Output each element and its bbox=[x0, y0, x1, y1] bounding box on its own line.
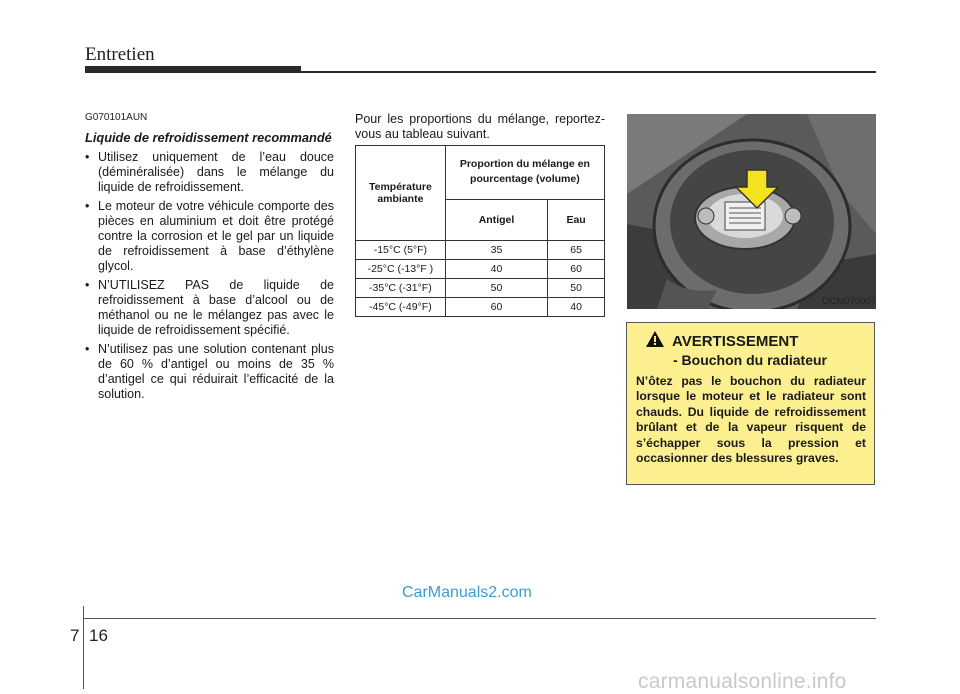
bullet-list bbox=[85, 150, 334, 402]
page-number: 16 bbox=[89, 626, 108, 645]
bullet-icon: • bbox=[85, 199, 90, 213]
list-item: • Utilisez uniquement de l’eau douce (déminéralisée) dans le mélange du liquide de refroidissement. bbox=[85, 150, 334, 194]
cell-eau: 65 bbox=[548, 241, 605, 260]
cell-temperature: -35°C (-31°F) bbox=[356, 279, 446, 298]
table-row bbox=[356, 298, 605, 317]
header-rule bbox=[85, 71, 876, 73]
subheading: Liquide de refroidissement recommandé bbox=[85, 130, 332, 145]
cell-temperature: -25°C (-13°F ) bbox=[356, 260, 446, 279]
header-proportion: Proportion du mélange en pourcentage (volume) bbox=[445, 146, 604, 200]
warning-icon bbox=[646, 331, 664, 351]
table-row bbox=[356, 241, 605, 260]
warning-subtitle: - Bouchon du radiateur bbox=[673, 352, 827, 368]
radiator-cap-photo bbox=[627, 114, 876, 309]
cell-eau: 40 bbox=[548, 298, 605, 317]
cell-eau: 50 bbox=[548, 279, 605, 298]
bullet-icon: • bbox=[85, 342, 90, 356]
table-row bbox=[356, 279, 605, 298]
footer-site-watermark: carmanualsonline.info bbox=[638, 670, 847, 693]
section-title: Entretien bbox=[85, 44, 155, 65]
radiator-cap-illustration bbox=[627, 114, 876, 309]
warning-title: AVERTISSEMENT bbox=[672, 332, 799, 350]
bullet-icon: • bbox=[85, 278, 90, 292]
table-intro: Pour les proportions du mélange, reportez-vous au tableau suivant. bbox=[355, 112, 605, 141]
cell-eau: 60 bbox=[548, 260, 605, 279]
header-antigel: Antigel bbox=[445, 199, 547, 240]
header-eau: Eau bbox=[548, 199, 605, 240]
cell-temperature: -45°C (-49°F) bbox=[356, 298, 446, 317]
cell-antigel: 50 bbox=[445, 279, 547, 298]
list-item: • N’UTILISEZ PAS de liquide de refroidissement à base d’alcool ou de méthanol ou ne le mélangez pas avec le liquide de refroidissement spécifié. bbox=[85, 278, 334, 337]
cell-antigel: 35 bbox=[445, 241, 547, 260]
bullet-icon: • bbox=[85, 150, 90, 164]
section-code: G070101AUN bbox=[85, 112, 148, 123]
header-temperature: Température ambiante bbox=[356, 146, 446, 241]
warning-box bbox=[626, 322, 875, 485]
list-item: • Le moteur de votre véhicule comporte des pièces en aluminium et doit être protégé contre la corrosion et le gel par un liquide de refroidissement à base d’éthylène glycol. bbox=[85, 199, 334, 273]
photo-caption: OCM070007 bbox=[822, 296, 876, 307]
warning-body: N’ôtez pas le bouchon du radiateur lorsque le moteur et le radiateur sont chauds. Du liquide de refroidissement brûlant et de la vapeur risquent de s’échapper sous la pression et occasionner des blessures graves. bbox=[636, 374, 866, 466]
cell-antigel: 40 bbox=[445, 260, 547, 279]
left-column bbox=[85, 110, 334, 406]
cell-antigel: 60 bbox=[445, 298, 547, 317]
table-row bbox=[356, 260, 605, 279]
cell-temperature: -15°C (5°F) bbox=[356, 241, 446, 260]
list-item: • N’utilisez pas une solution contenant plus de 60 % d’antigel ou moins de 35 % d’antigel ce qui réduirait l’efficacité de la solution. bbox=[85, 342, 334, 401]
mixture-table bbox=[355, 145, 605, 317]
warning-header bbox=[636, 331, 866, 351]
watermark-link[interactable]: CarManuals2.com bbox=[402, 584, 532, 601]
chapter-number: 7 bbox=[70, 626, 80, 645]
footer-divider-horizontal bbox=[83, 618, 876, 619]
